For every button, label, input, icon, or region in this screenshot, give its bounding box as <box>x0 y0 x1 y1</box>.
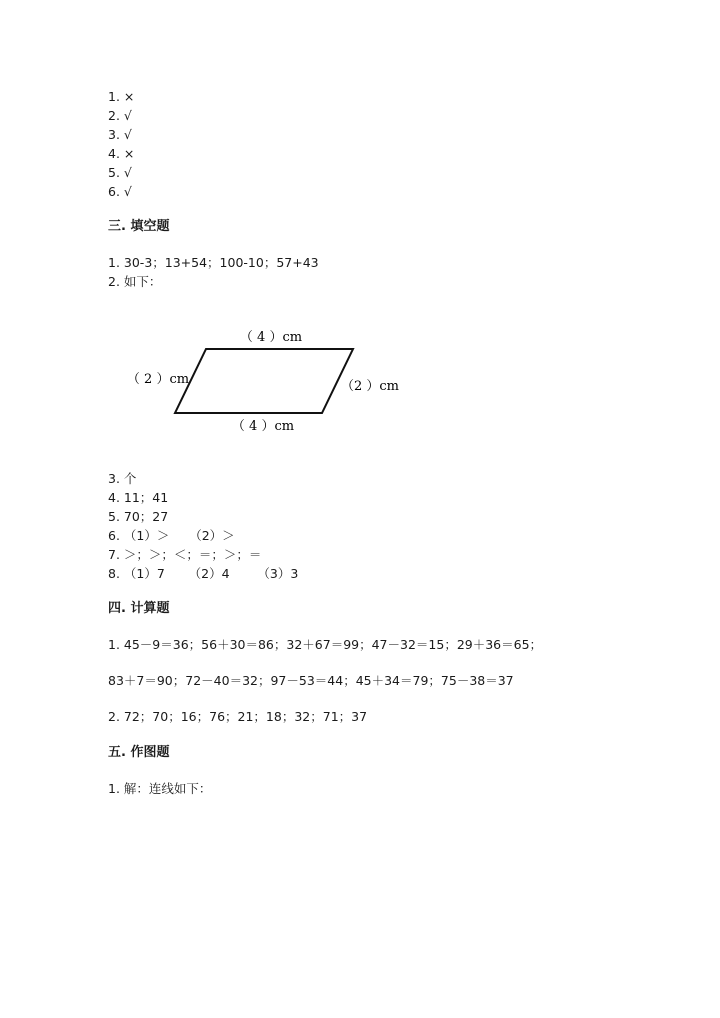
parallelogram-diagram <box>108 318 428 448</box>
section-5-heading: 五. 作图题 <box>108 745 170 760</box>
fill-answer-1: 1. 30-3；13+54；100-10；57+43 <box>108 255 319 270</box>
section-3-heading: 三. 填空题 <box>108 219 170 234</box>
fill-answer-2: 2. 如下： <box>108 274 162 289</box>
judge-answer-1: 1. × <box>108 89 135 104</box>
judge-answer-5: 5. √ <box>108 165 132 180</box>
judge-answer-3: 3. √ <box>108 127 132 142</box>
right-side-label: （2 ）cm <box>340 379 400 394</box>
judge-answer-2: 2. √ <box>108 108 132 123</box>
left-side-label: （ 2 ）cm <box>126 372 190 387</box>
fill-answer-8: 8. （1）7 （2）4 （3）3 <box>108 566 299 581</box>
calc-line-3: 2. 72；70；16；76；21；18；32；71；37 <box>108 709 368 724</box>
calc-line-1: 1. 45－9＝36；56＋30＝86；32＋67＝99；47－32＝15；29＋36＝65； <box>108 637 543 652</box>
parallelogram-figure <box>108 318 428 448</box>
calc-line-2: 83＋7＝90；72－40＝32；97－53＝44；45＋34＝79；75－38＝37 <box>108 673 514 688</box>
section-4-heading: 四. 计算题 <box>108 601 170 616</box>
bottom-side-label: （ 4 ）cm <box>231 419 295 434</box>
fill-answer-6: 6. （1）＞ （2）＞ <box>108 528 235 543</box>
top-side-label: （ 4 ）cm <box>239 330 303 345</box>
judge-answer-6: 6. √ <box>108 184 132 199</box>
parallelogram-shape <box>175 349 353 413</box>
fill-answer-3: 3. 个 <box>108 471 137 486</box>
fill-answer-7: 7. ＞；＞；＜；＝；＞；＝ <box>108 547 262 562</box>
fill-answer-5: 5. 70；27 <box>108 509 169 524</box>
drawing-answer-1: 1. 解：连线如下： <box>108 781 212 796</box>
judge-answer-4: 4. × <box>108 146 135 161</box>
fill-answer-4: 4. 11；41 <box>108 490 169 505</box>
